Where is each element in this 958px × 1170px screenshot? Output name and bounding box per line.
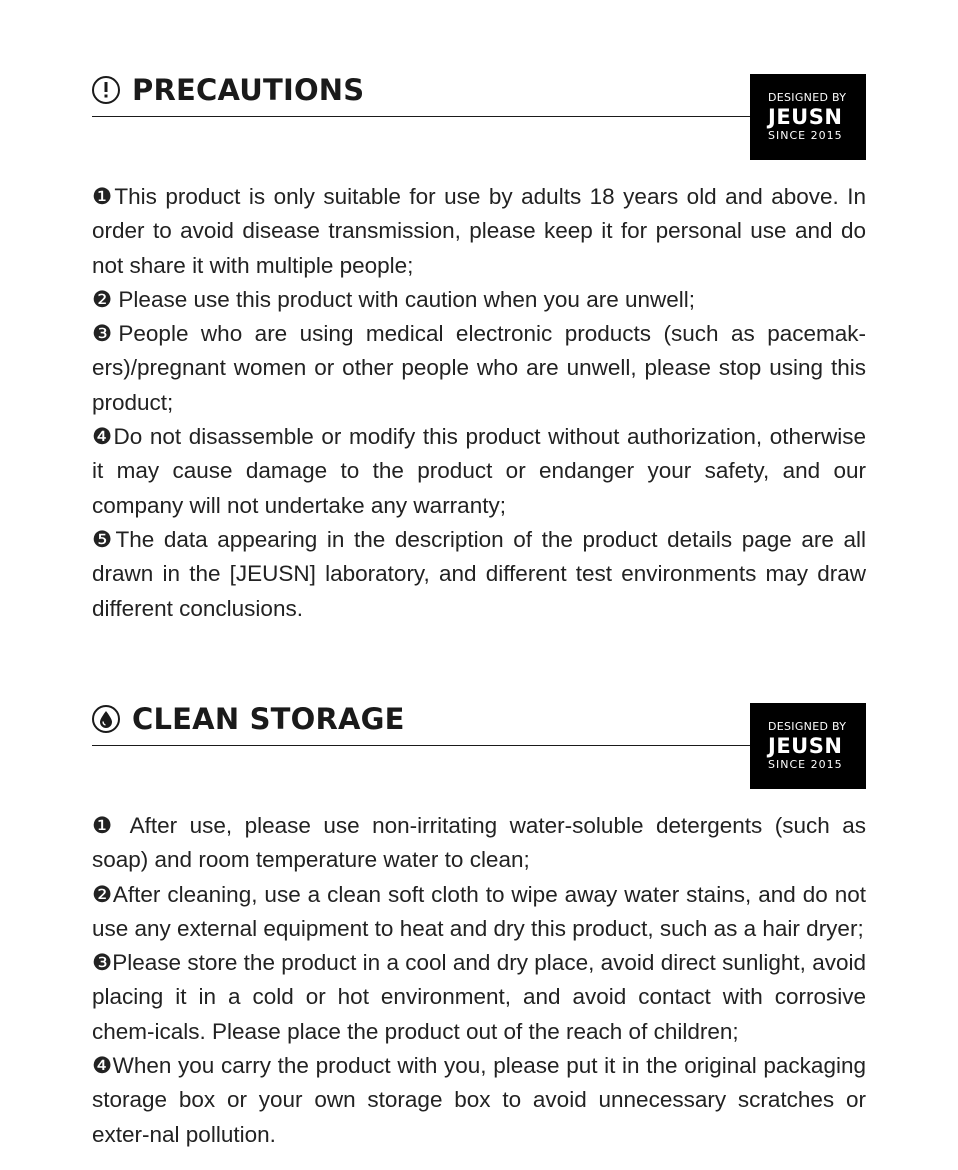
- badge-brand: JEUSN: [768, 105, 843, 129]
- badge-since: SINCE 2015: [768, 758, 843, 771]
- clean-storage-section: [92, 699, 866, 1152]
- list-item: ❶ After use, please use non-irritating water-soluble detergents (such as soap) and room temperature water to clean;: [92, 813, 866, 873]
- precautions-header: [92, 70, 866, 160]
- list-item: ❷ Please use this product with caution when you are unwell;: [92, 286, 696, 312]
- brand-badge: [750, 74, 866, 160]
- precautions-list: [92, 180, 866, 626]
- precautions-title-row: [92, 72, 364, 108]
- list-item: ❶This product is only suitable for use by adults 18 years old and above. In order to avoid disease transmission, please keep it for personal use and do not share it with multiple people;: [92, 184, 866, 278]
- list-item: ❸People who are using medical electronic products (such as pacemak-ers)/pregnant women or other people who are unwell, please stop using this product;: [92, 321, 866, 415]
- precautions-divider: [92, 116, 752, 117]
- badge-since: SINCE 2015: [768, 129, 843, 142]
- exclamation-circle-icon: [92, 76, 120, 104]
- brand-badge: [750, 703, 866, 789]
- clean-storage-divider: [92, 745, 752, 746]
- list-item: ❷After cleaning, use a clean soft cloth to wipe away water stains, and do not use any external equipment to heat and dry this product, such as a hair dryer;: [92, 881, 866, 941]
- clean-storage-header: [92, 699, 866, 789]
- precautions-title: PRECAUTIONS: [132, 73, 365, 107]
- badge-brand: JEUSN: [768, 734, 843, 758]
- badge-designed-by: DESIGNED BY: [768, 720, 847, 733]
- list-item: ❺The data appearing in the description of the product details page are all drawn in the [JEUSN] laboratory, and different test environments may draw different conclusions.: [92, 526, 866, 621]
- list-item: ❹Do not disassemble or modify this product without authorization, otherwise it may cause damage to the product or endanger your safety, and our company will not undertake any warranty;: [92, 424, 866, 518]
- list-item: ❸Please store the product in a cool and dry place, avoid direct sunlight, avoid placing it in a cold or hot environment, and avoid contact with corrosive chem-icals. Please place the product out of the reach of children;: [92, 950, 866, 1044]
- clean-storage-list: [92, 809, 866, 1152]
- clean-storage-title: CLEAN STORAGE: [132, 702, 405, 736]
- water-drop-circle-icon: [92, 705, 120, 733]
- precautions-section: [92, 70, 866, 626]
- badge-designed-by: DESIGNED BY: [768, 91, 847, 104]
- clean-storage-title-row: [92, 701, 405, 737]
- list-item: ❹When you carry the product with you, please put it in the original packaging storage box or your own storage box to avoid unnecessary scratches or exter-nal pollution.: [92, 1053, 866, 1147]
